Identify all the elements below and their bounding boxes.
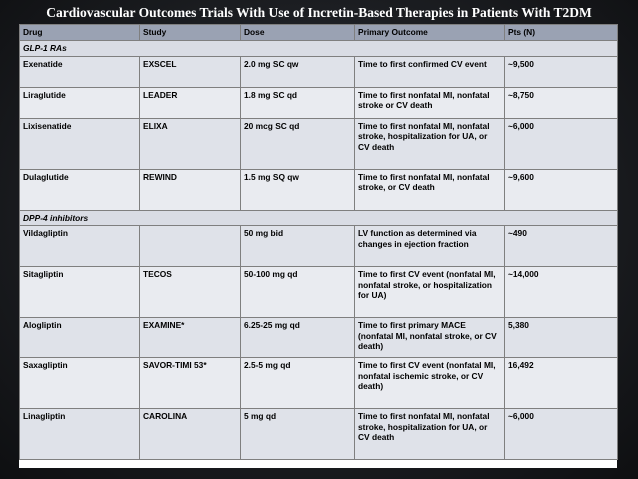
- table-row: [20, 358, 618, 409]
- slide-title: Cardiovascular Outcomes Trials With Use of Incretin-Based Therapies in Patients With T2DM: [46, 5, 592, 20]
- cell-dose: 2.5-5 mg qd: [241, 358, 355, 409]
- header-drug: Drug: [20, 25, 140, 41]
- section-row-dpp4: [20, 210, 618, 226]
- cell-dose: 50 mg bid: [241, 226, 355, 267]
- header-primary-outcome: Primary Outcome: [355, 25, 505, 41]
- cell-drug: Liraglutide: [20, 87, 140, 118]
- cell-pts: ~490: [505, 226, 618, 267]
- header-dose: Dose: [241, 25, 355, 41]
- section-label: DPP-4 inhibitors: [20, 210, 618, 226]
- cell-pts: 5,380: [505, 318, 618, 358]
- cell-pts: ~6,000: [505, 118, 618, 169]
- cell-outcome: Time to first confirmed CV event: [355, 56, 505, 87]
- cell-study: LEADER: [140, 87, 241, 118]
- cell-drug: Linagliptin: [20, 409, 140, 460]
- cell-pts: ~9,500: [505, 56, 618, 87]
- cell-study: TECOS: [140, 267, 241, 318]
- cell-dose: 1.5 mg SQ qw: [241, 169, 355, 210]
- cell-outcome: LV function as determined via changes in ejection fraction: [355, 226, 505, 267]
- cell-pts: ~14,000: [505, 267, 618, 318]
- table-row: [20, 87, 618, 118]
- cell-outcome: Time to first CV event (nonfatal MI, nonfatal ischemic stroke, or CV death): [355, 358, 505, 409]
- trials-table: [19, 24, 618, 460]
- cell-drug: Sitagliptin: [20, 267, 140, 318]
- table-row: [20, 169, 618, 210]
- cell-dose: 2.0 mg SC qw: [241, 56, 355, 87]
- cell-pts: ~9,600: [505, 169, 618, 210]
- cell-drug: Alogliptin: [20, 318, 140, 358]
- cell-outcome: Time to first nonfatal MI, nonfatal stroke, hospitalization for UA, or CV death: [355, 409, 505, 460]
- section-label: GLP-1 RAs: [20, 41, 618, 57]
- cell-drug: Exenatide: [20, 56, 140, 87]
- cell-pts: ~8,750: [505, 87, 618, 118]
- cell-study: EXSCEL: [140, 56, 241, 87]
- cell-study: REWIND: [140, 169, 241, 210]
- table-row: [20, 226, 618, 267]
- table-header-row: [20, 25, 618, 41]
- cell-study: [140, 226, 241, 267]
- cell-pts: 16,492: [505, 358, 618, 409]
- table-row: [20, 267, 618, 318]
- trials-table-inner: [19, 24, 617, 468]
- cell-study: ELIXA: [140, 118, 241, 169]
- cell-dose: 6.25-25 mg qd: [241, 318, 355, 358]
- cell-pts: ~6,000: [505, 409, 618, 460]
- trials-table-container: [19, 24, 617, 468]
- cell-outcome: Time to first nonfatal MI, nonfatal stroke, or CV death: [355, 169, 505, 210]
- table-row: [20, 409, 618, 460]
- cell-outcome: Time to first CV event (nonfatal MI, nonfatal stroke, or hospitalization for UA): [355, 267, 505, 318]
- cell-outcome: Time to first nonfatal MI, nonfatal stroke, hospitalization for UA, or CV death: [355, 118, 505, 169]
- cell-study: CAROLINA: [140, 409, 241, 460]
- cell-dose: 5 mg qd: [241, 409, 355, 460]
- cell-drug: Saxagliptin: [20, 358, 140, 409]
- table-row: [20, 56, 618, 87]
- cell-dose: 1.8 mg SC qd: [241, 87, 355, 118]
- cell-drug: Vildagliptin: [20, 226, 140, 267]
- section-row-glp1: [20, 41, 618, 57]
- header-pts: Pts (N): [505, 25, 618, 41]
- cell-dose: 50-100 mg qd: [241, 267, 355, 318]
- cell-outcome: Time to first primary MACE (nonfatal MI, nonfatal stroke, or CV death): [355, 318, 505, 358]
- table-row: [20, 318, 618, 358]
- table-row: [20, 118, 618, 169]
- header-study: Study: [140, 25, 241, 41]
- cell-drug: Dulaglutide: [20, 169, 140, 210]
- cell-study: EXAMINE*: [140, 318, 241, 358]
- cell-outcome: Time to first nonfatal MI, nonfatal stroke or CV death: [355, 87, 505, 118]
- cell-study: SAVOR-TIMI 53*: [140, 358, 241, 409]
- cell-drug: Lixisenatide: [20, 118, 140, 169]
- cell-dose: 20 mcg SC qd: [241, 118, 355, 169]
